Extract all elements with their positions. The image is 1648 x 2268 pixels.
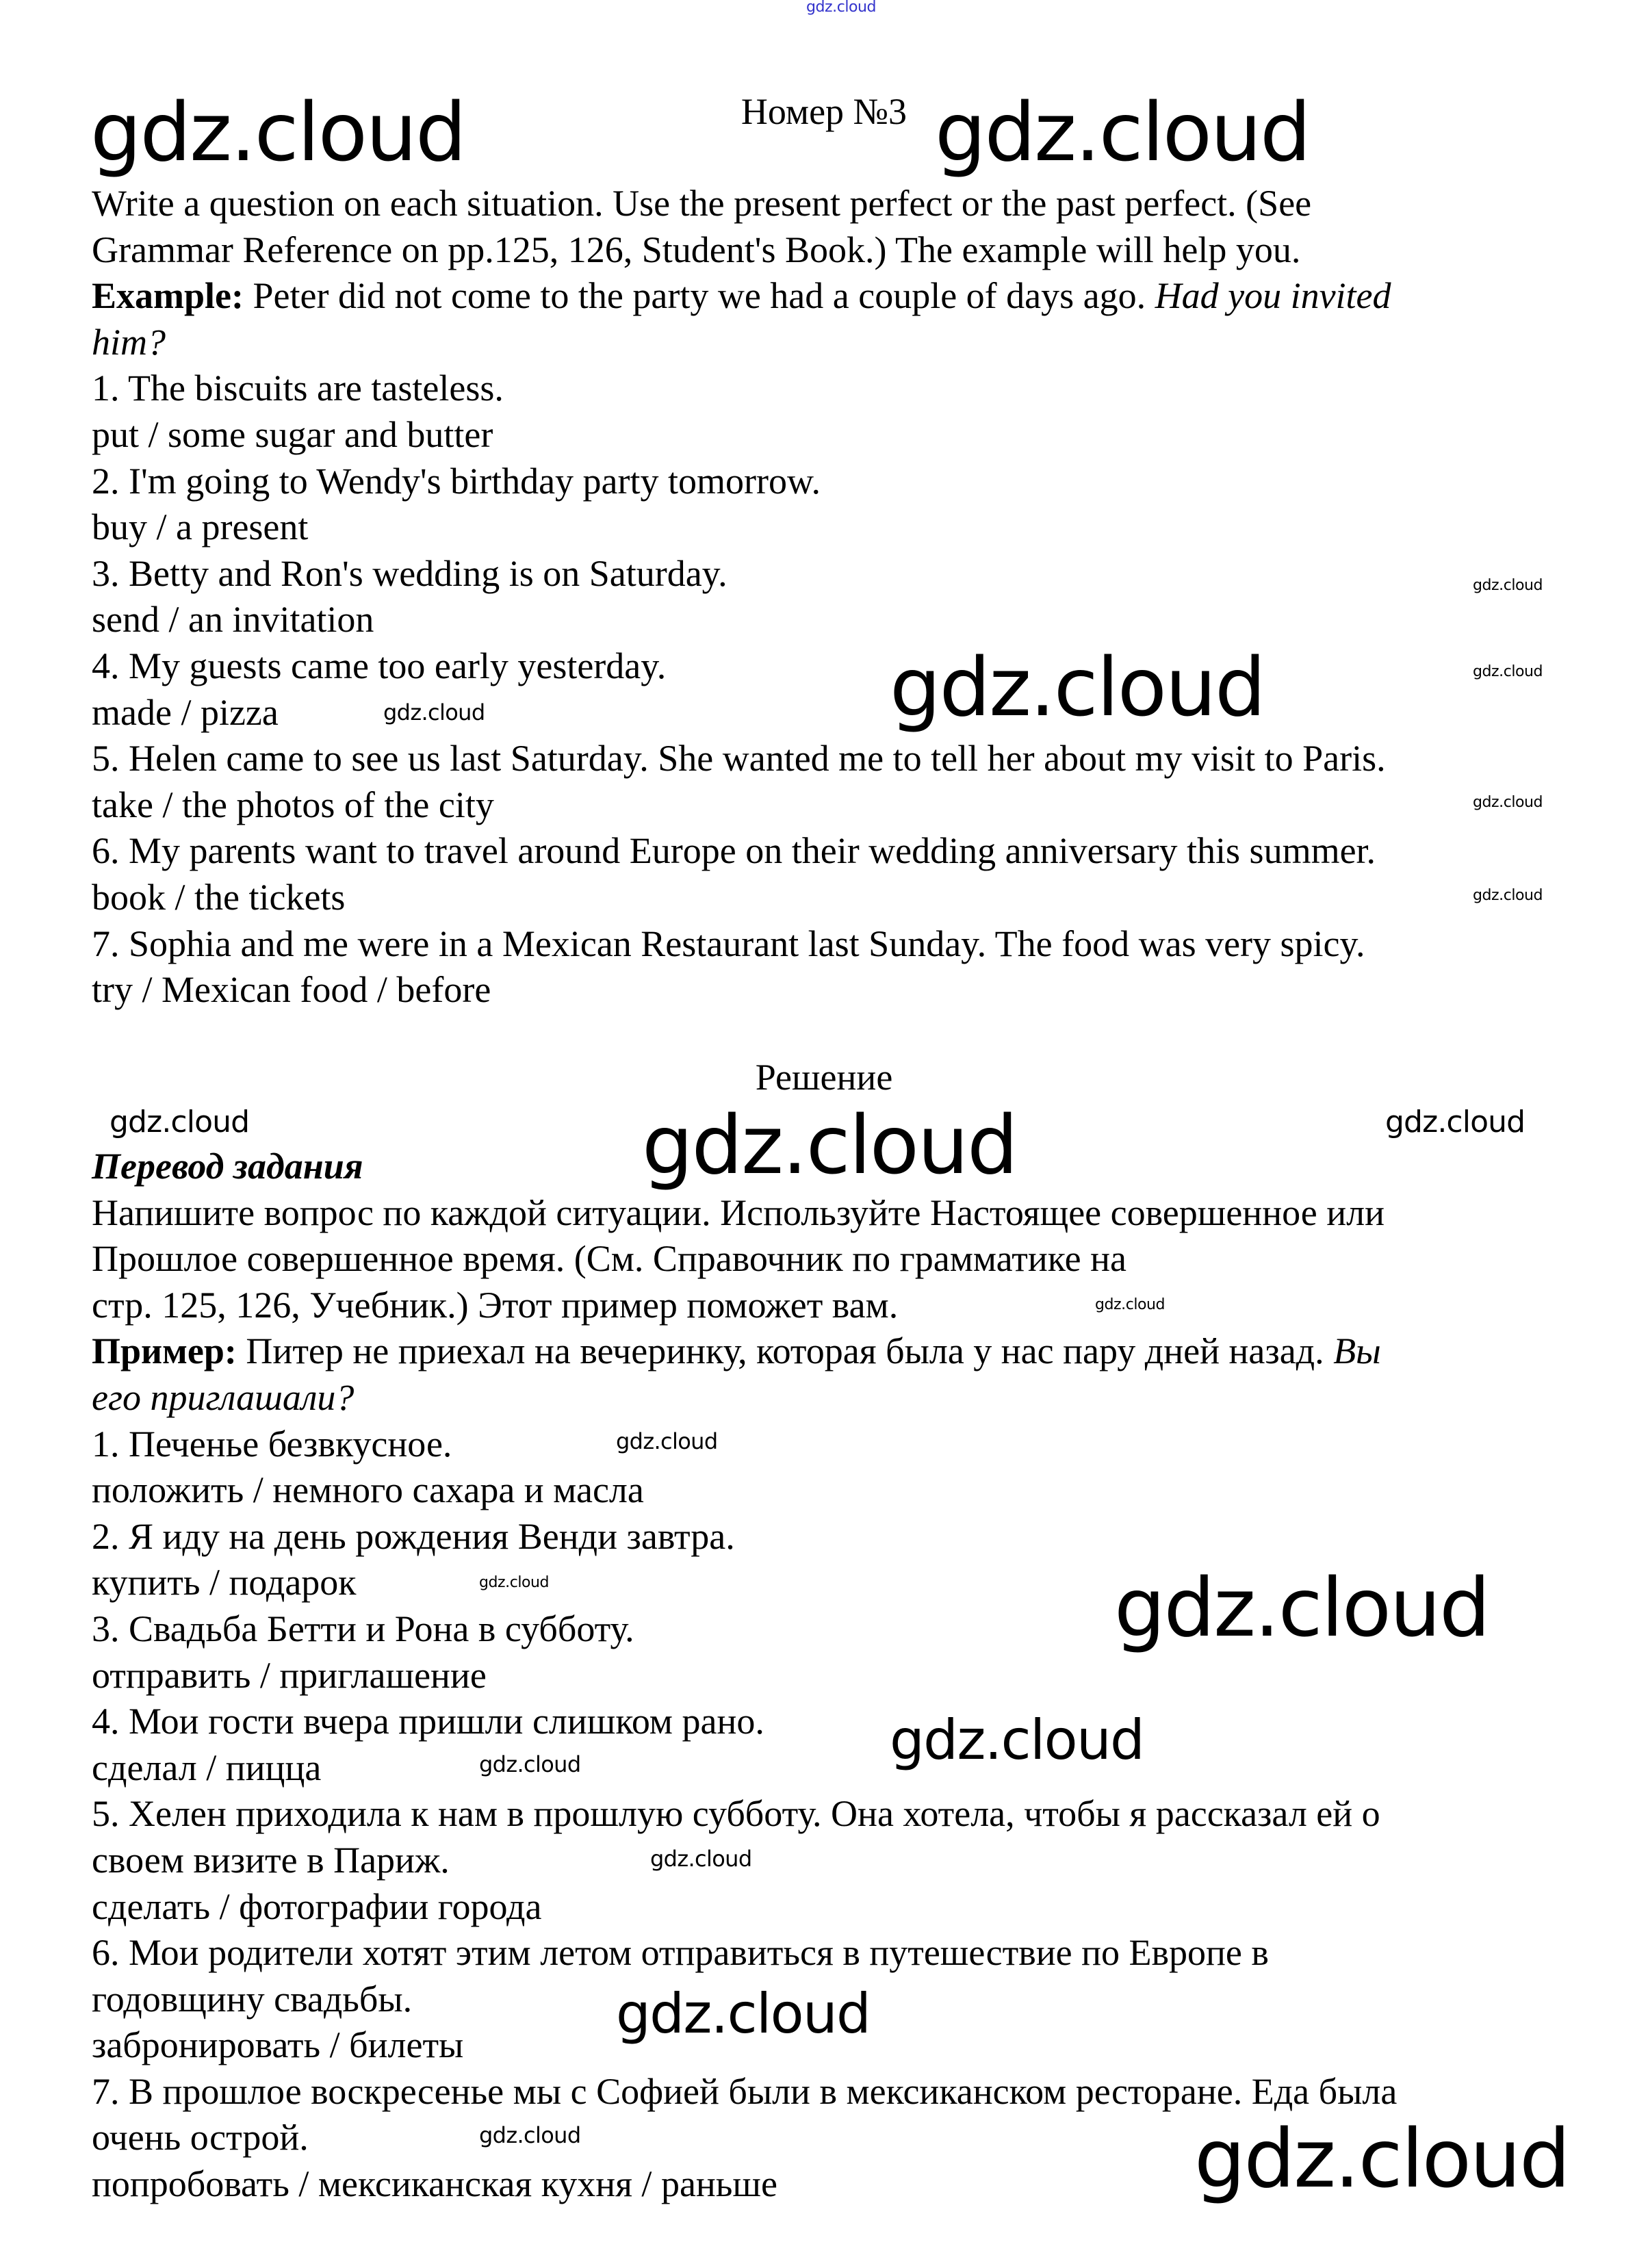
list-item: 5. Helen came to see us last Saturday. She wanted me to tell her about my visit to Paris. [92,738,1386,779]
watermark: gdz.cloud [890,1708,1144,1772]
list-item: 6. Мои родители хотят этим летом отправиться в путешествие по Европе в [92,1932,1269,1974]
page-title: Номер №3 [741,91,907,132]
watermark: gdz.cloud [1473,577,1543,594]
list-item: book / the tickets [92,876,346,918]
example-label: Пример: [92,1330,237,1372]
list-item: 5. Хелен приходила к нам в прошлую субботу. Она хотела, чтобы я рассказал ей о [92,1793,1380,1835]
list-item: buy / a present [92,506,309,548]
instruction-line: стр. 125, 126, Учебник.) Этот пример поможет вам. [92,1284,899,1326]
watermark: gdz.cloud [479,1574,550,1591]
list-item: отправить / приглашение [92,1654,487,1696]
list-item: годовщину свадьбы. [92,1978,413,2020]
example-answer: him? [92,321,166,363]
example-text: Питер не приехал на вечеринку, которая была у нас пару дней назад. [236,1330,1334,1372]
watermark: gdz.cloud [1385,1105,1525,1139]
list-item: 1. Печенье безвкусное. [92,1423,452,1465]
watermark: gdz.cloud [616,1428,718,1454]
watermark: gdz.cloud [1095,1296,1166,1313]
instruction-line: Напишите вопрос по каждой ситуации. Используйте Настоящее совершенное или [92,1191,1385,1233]
example-answer-cont [92,1375,1618,1421]
watermark: gdz.cloud [1473,663,1543,680]
example-answer: Had you invited [1155,275,1391,317]
list-item: забронировать / билеты [92,2024,464,2066]
example-answer: Вы [1333,1330,1381,1372]
watermark: gdz.cloud [1473,794,1543,811]
watermark: gdz.cloud [642,1098,1017,1192]
watermark: gdz.cloud [890,640,1265,734]
list-item: take / the photos of the city [92,784,494,825]
solution-heading: Решение [755,1057,893,1098]
instruction-line: Grammar Reference on pp.125, 126, Student's Book.) The example will help you. [92,229,1301,270]
list-item: 1. The biscuits are tasteless. [92,368,504,409]
list-item: попробовать / мексиканская кухня / раньше [92,2163,777,2205]
list-item: положить / немного сахара и масла [92,1469,644,1511]
example-text: Peter did not come to the party we had a couple of days ago. [244,275,1155,317]
top-watermark-link[interactable]: gdz.cloud [806,0,877,16]
list-item: 4. My guests came too early yesterday. [92,645,667,686]
translation-heading-text: Перевод задания [92,1146,363,1187]
list-item: купить / подарок [92,1562,357,1603]
example-line [92,1328,1618,1375]
watermark: gdz.cloud [935,85,1310,179]
instruction-line: Прошлое совершенное время. (См. Справочник по грамматике на [92,1238,1126,1280]
example-answer: его приглашали? [92,1376,355,1418]
list-item: try / Mexican food / before [92,969,491,1011]
list-item: put / some sugar and butter [92,413,493,455]
list-item: 3. Свадьба Бетти и Рона в субботу. [92,1608,634,1649]
list-item: made / pizza [92,691,279,733]
example-line [92,273,1618,320]
example-answer-cont [92,320,1618,366]
list-item: 2. I'm going to Wendy's birthday party tomorrow. [92,460,821,502]
watermark: gdz.cloud [383,699,485,725]
list-item: send / an invitation [92,599,374,641]
example-label: Example: [92,275,244,317]
list-item: 2. Я иду на день рождения Венди завтра. [92,1515,735,1557]
list-item: 3. Betty and Ron's wedding is on Saturday. [92,552,728,594]
instruction-line: Write a question on each situation. Use the present perfect or the past perfect. (See [92,183,1312,224]
watermark: gdz.cloud [479,2122,581,2148]
watermark: gdz.cloud [1114,1560,1489,1655]
watermark: gdz.cloud [110,1105,250,1139]
watermark: gdz.cloud [1194,2111,1569,2206]
watermark: gdz.cloud [1473,887,1543,904]
list-item: 7. Sophia and me were in a Mexican Restaurant last Sunday. The food was very spicy. [92,923,1365,964]
watermark: gdz.cloud [616,1982,871,2046]
list-item: своем визите в Париж. [92,1839,450,1881]
task-block [92,181,1618,1014]
list-item: очень острой. [92,2117,309,2159]
list-item: сделал / пицца [92,1747,322,1788]
list-item: 7. В прошлое воскресенье мы с Софией были в мексиканском ресторане. Еда была [92,2070,1398,2112]
solution-block [92,1144,1618,2208]
watermark: gdz.cloud [90,85,465,179]
watermark: gdz.cloud [479,1751,581,1777]
list-item: 4. Мои гости вчера пришли слишком рано. [92,1701,764,1742]
list-item: сделать / фотографии города [92,1885,542,1927]
list-item: 6. My parents want to travel around Europe on their wedding anniversary this summer. [92,830,1376,872]
watermark: gdz.cloud [650,1846,752,1872]
